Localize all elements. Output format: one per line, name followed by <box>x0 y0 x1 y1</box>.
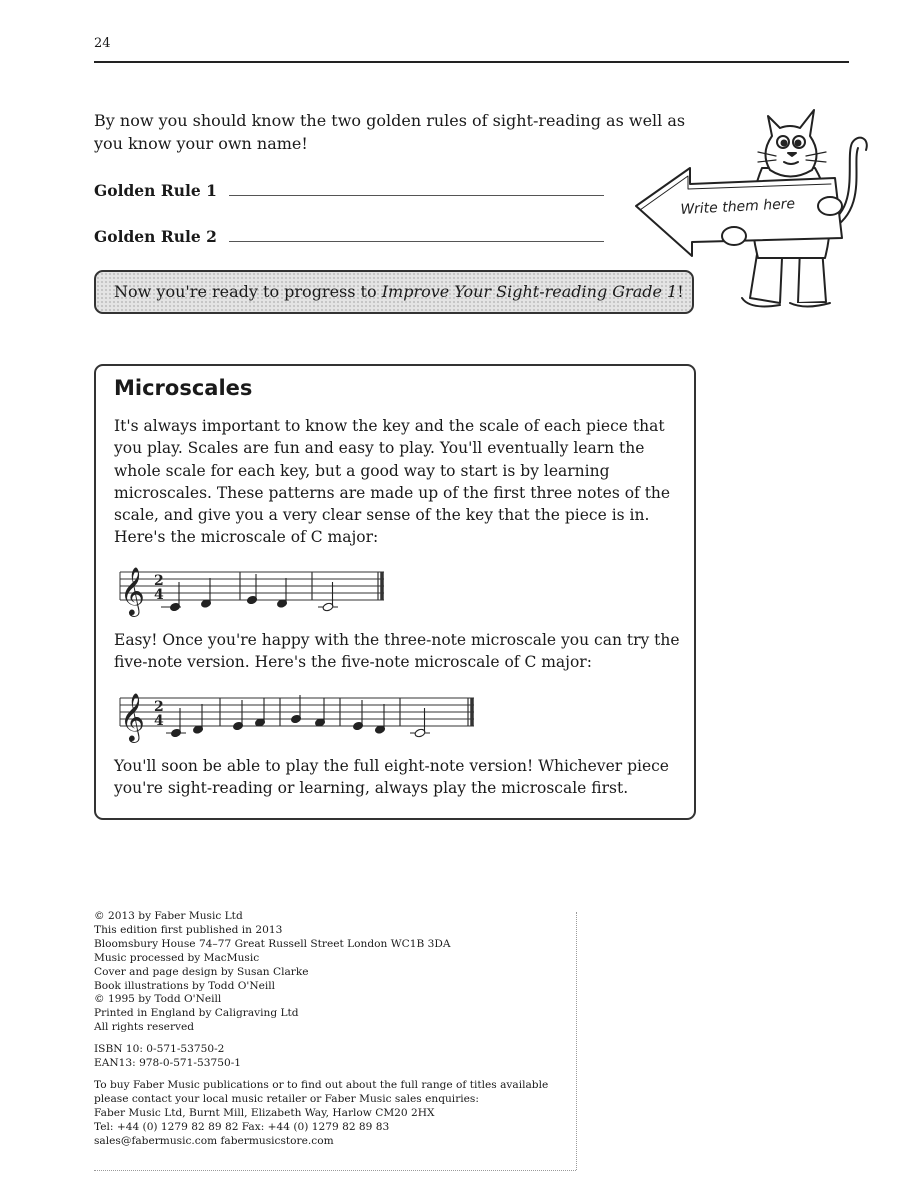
treble-clef-icon: 𝄞 <box>120 692 145 741</box>
arrow-text: Write them here <box>680 196 796 218</box>
golden-rule-2-label: Golden Rule 2 <box>94 227 217 246</box>
contact-address: Faber Music Ltd, Burnt Mill, Elizabeth Way, Harlow CM20 2HX <box>94 1106 435 1119</box>
microscales-paragraph-2: Easy! Once you're happy with the three-note microscale you can try the five-note version. Here's the five-note microscale of C major: <box>114 631 680 672</box>
colophon-line: This edition first published in 2013 <box>94 923 283 936</box>
colophon-line: Bloomsbury House 74–77 Great Russell Street London WC1B 3DA <box>94 937 451 950</box>
contact-links[interactable]: sales@fabermusic.com fabermusicstore.com <box>94 1134 334 1147</box>
golden-rule-2-line[interactable] <box>229 241 604 242</box>
colophon-spacer <box>94 1071 574 1079</box>
treble-clef-icon: 𝄞 <box>120 566 145 615</box>
colophon-line: All rights reserved <box>94 1021 195 1034</box>
time-signature-bottom: 4 <box>154 713 164 729</box>
time-signature-top: 2 <box>154 573 164 589</box>
golden-rule-1-row <box>94 176 604 200</box>
five-note-staff <box>114 686 549 744</box>
microscales-title: Microscales <box>114 376 253 400</box>
colophon-line: Cover and page design by Susan Clarke <box>94 965 309 978</box>
contact-line: To buy Faber Music publications or to find out about the full range of titles available <box>94 1078 549 1091</box>
colophon-line: © 1995 by Todd O'Neill <box>94 993 222 1006</box>
colophon-border <box>576 912 577 1170</box>
three-note-staff <box>114 560 399 618</box>
contact-line: please contact your local music retailer or Faber Music sales enquiries: <box>94 1092 479 1105</box>
time-signature-top: 2 <box>154 699 164 715</box>
colophon-line: Music processed by MacMusic <box>94 951 260 964</box>
header-rule <box>94 61 849 63</box>
isbn-line: ISBN 10: 0-571-53750-2 <box>94 1043 225 1056</box>
page-number: 24 <box>94 36 111 51</box>
microscales-paragraph-3: You'll soon be able to play the full eight-note version! Whichever piece you're sight-reading or learning, always play the microscale first. <box>114 757 669 798</box>
colophon-line: © 2013 by Faber Music Ltd <box>94 910 243 922</box>
ean-line: EAN13: 978-0-571-53750-1 <box>94 1057 242 1070</box>
progress-suffix: ! <box>677 282 684 301</box>
progress-prefix: Now you're ready to progress to <box>114 282 382 301</box>
microscales-paragraph-1: It's always important to know the key and the scale of each piece that you play. Scales are fun and easy to play. You'll eventually learn the whole scale for each key, but a good way to start is by learning microscales. These patterns are made up of the first three notes of the scale, and give you a very clear sense of the key that the piece is in. Here's the microscale of C major: <box>114 417 671 547</box>
colophon-line: Printed in England by Caligraving Ltd <box>94 1007 299 1020</box>
golden-rule-1-line[interactable] <box>229 195 604 196</box>
golden-rule-2-row <box>94 222 604 246</box>
time-signature-bottom: 4 <box>154 587 164 603</box>
intro-text: By now you should know the two golden rules of sight-reading as well as you know your own name! <box>94 111 686 153</box>
colophon-line: Book illustrations by Todd O'Neill <box>94 979 276 992</box>
progress-box <box>94 270 694 314</box>
colophon <box>94 910 574 1149</box>
golden-rule-1-label: Golden Rule 1 <box>94 181 217 200</box>
microscales-box <box>94 364 696 820</box>
contact-phone: Tel: +44 (0) 1279 82 89 82 Fax: +44 (0) 1279 82 89 83 <box>94 1120 390 1133</box>
progress-book-title: Improve Your Sight-reading Grade 1 <box>381 282 678 301</box>
colophon-border-bottom <box>94 1170 576 1171</box>
colophon-spacer <box>94 1035 574 1043</box>
